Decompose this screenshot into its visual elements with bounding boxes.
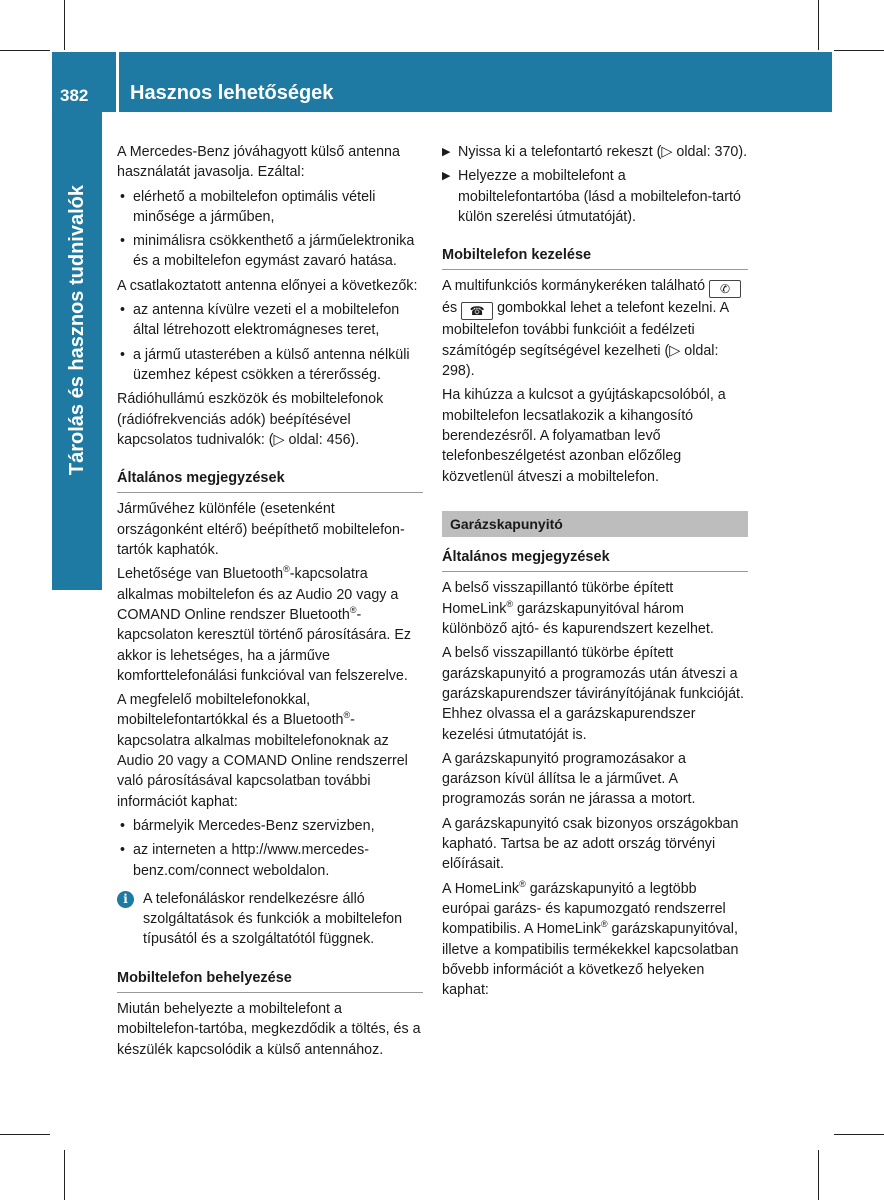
crop-mark [818,0,819,50]
list-item: • az interneten a http://www.mercedes-benz.com/connect weboldalon. [120,842,370,879]
chapter-heading: Garázskapunyitó [442,511,748,537]
list-item: • minimálisra csökkenthető a járműelektronika és a mobiltelefon egymást zavaró hatása. [120,233,415,270]
list-item: • elérhető a mobiltelefon optimális vételi minősége a járműben, [120,188,376,225]
paragraph: Lehetősége van Bluetooth®-kapcsolatra alkalmas mobiltelefon és az Audio 20 vagy a COMAND Online rendszer Bluetooth®-kapcsolaton keresztül történő párosítására. Ez akkor is lehetséges, ha a járműve komforttelefonálási funkcióval van felszerelve. [117,564,412,684]
header-divider [116,52,119,112]
chapter-side-label: Tárolás és hasznos tudnivalók [66,185,88,476]
bullet-icon: • [120,346,126,363]
phone-end-icon: ☎ [461,302,493,320]
left-column [117,142,423,1064]
bullet-icon: • [120,188,126,205]
crop-mark [818,1150,819,1200]
step-item: ▶ Helyezze a mobiltelefont a mobiltelefontartóba (lásd a mobiltelefon-tartó külön szerelési útmutatóját). [442,168,741,225]
bullet-icon: • [120,302,126,319]
crop-mark [64,0,65,50]
bullet-icon: • [120,817,126,834]
phone-accept-icon: ✆ [709,280,741,298]
crop-mark [64,1150,65,1200]
bullet-icon: • [120,842,126,859]
list-item: • az antenna kívülre vezeti el a mobiltelefon által létrehozott elektromágneses teret, [120,302,400,339]
paragraph: Rádióhullámú eszközök és mobiltelefonok (rádiófrekvenciás adók) beépítésével kapcsolatos tudnivalók: (▷ oldal: 456). [117,391,384,448]
paragraph: A Mercedes-Benz jóváhagyott külső antenna használatát javasolja. Ezáltal: [117,144,400,181]
section-heading: Mobiltelefon behelyezése [117,968,423,993]
crop-mark [834,50,884,51]
info-text: A telefonáláskor rendelkezésre álló szolgáltatások és funkciók a mobiltelefon típusától és a szolgáltatótól függnek. [143,890,403,948]
info-note [117,889,423,950]
bullet-icon: • [120,233,126,250]
paragraph: Ha kihúzza a kulcsot a gyújtáskapcsolóból, a mobiltelefon lecsatlakozik a kihangosító berendezésről. A folyamatban levő telefonbeszélgetést azonban előzőleg közvetlenül átveszi a mobiltelefon. [442,387,726,485]
paragraph: A garázskapunyitó csak bizonyos országokban kapható. Tartsa be az adott ország törvényi előírásait. [442,815,739,873]
arrow-icon: ▶ [442,170,451,183]
crop-mark [834,1134,884,1135]
paragraph: A megfelelő mobiltelefonokkal, mobiltelefontartókkal és a Bluetooth®-kapcsolatra alkalmas mobiltelefonoknak az Audio 20 vagy a COMAND Online rendszerrel való párosításával kapcsolatban további információt kaphat: [117,692,408,810]
list-item: • a jármű utasterében a külső antenna nélküli üzemhez képest csökken a térerősség. [120,346,410,383]
paragraph: A csatlakoztatott antenna előnyei a következők: [117,277,418,294]
section-heading: Általános megjegyzések [442,547,748,572]
list-item: • bármelyik Mercedes-Benz szervizben, [117,816,423,836]
paragraph: Járművéhez különféle (esetenként országonként eltérő) beépíthető mobiltelefon-tartók kaphatók. [117,501,405,559]
section-heading: Általános megjegyzések [117,468,423,493]
chapter-side-tab [52,112,102,590]
step-item: ▶ Nyissa ki a telefontartó rekeszt (▷ oldal: 370). [442,142,748,162]
paragraph: A multifunkciós kormánykeréken található ✆ és ☎ gombokkal lehet a telefont kezelni. A mobiltelefon további funkcióit a fedélzeti számítógép segítségével kezelheti (▷ oldal: 298). [442,276,748,381]
page-header [52,52,832,112]
paragraph: A HomeLink® garázskapunyitó a legtöbb európai garázs- és kapumozgató rendszerrel kompatibilis. A HomeLink® garázskapunyitóval, illetve a kompatibilis termékekkel kapcsolatban bővebb információt a következő helyeken kaphat: [442,878,739,999]
page-number: 382 [60,86,89,105]
page-title: Hasznos lehetőségek [130,82,334,104]
paragraph: A belső visszapillantó tükörbe épített garázskapunyitó a programozás után átveszi a garázskapurendszer távirányítójának funkcióját. Ehhez olvassa el a garázskapurendszer kezelési útmutatóját is. [442,645,744,743]
section-heading: Mobiltelefon kezelése [442,245,748,270]
paragraph: Miután behelyezte a mobiltelefont a mobiltelefon-tartóba, megkezdődik a töltés, és a készülék kapcsolódik a külső antennához. [117,1000,421,1058]
right-column [442,142,748,1004]
info-icon: i [117,891,134,908]
crop-mark [0,1134,50,1135]
paragraph: A belső visszapillantó tükörbe épített HomeLink® garázskapunyitóval három különböző ajtó- és kapurendszert kezelhet. [442,580,714,638]
arrow-icon: ▶ [442,146,451,158]
crop-mark [0,50,50,51]
paragraph: A garázskapunyitó programozásakor a garázson kívül állítsa le a járművet. A programozás során ne járassa a motort. [442,750,696,808]
